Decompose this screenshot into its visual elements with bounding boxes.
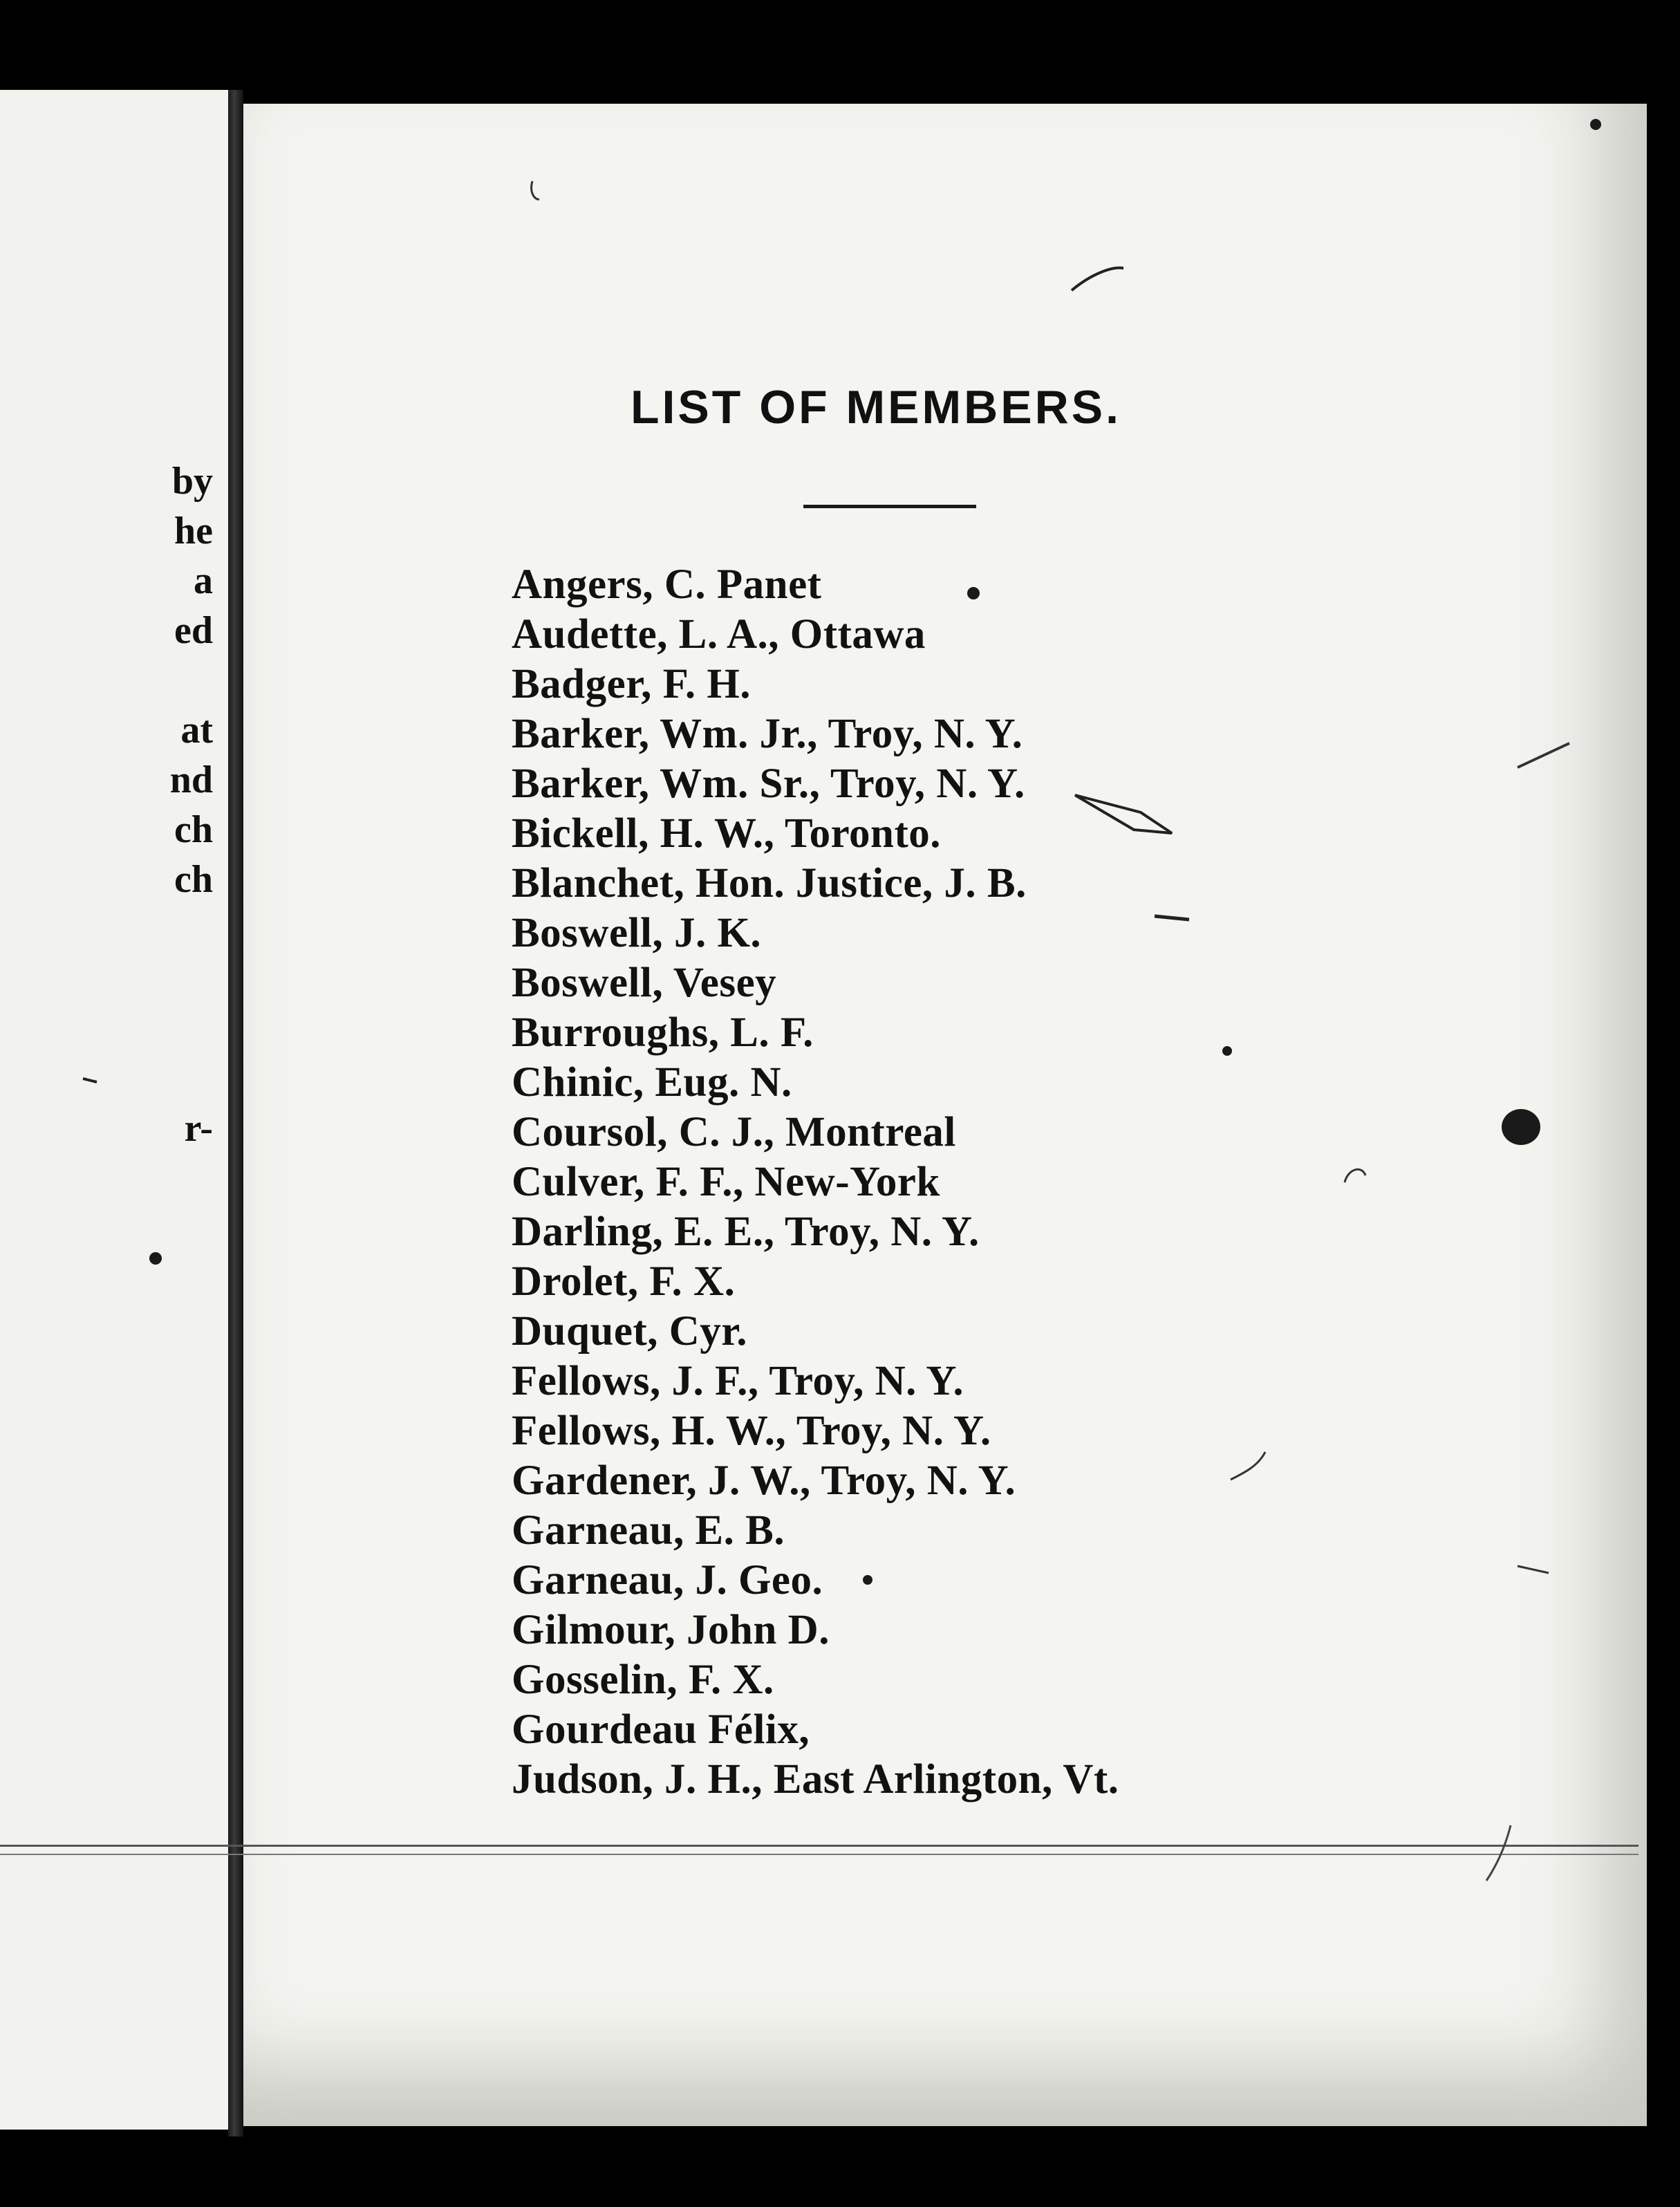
left-fragment-line: r-	[184, 1107, 213, 1150]
member-entry: Burroughs, L. F.	[512, 1009, 814, 1056]
member-entry: Bickell, H. W., Toronto.	[512, 810, 942, 857]
member-entry: Barker, Wm. Sr., Troy, N. Y.	[512, 761, 1025, 807]
left-fragment-line	[170, 1054, 213, 1104]
left-fragment-line	[170, 655, 213, 705]
member-entry: Darling, E. E., Troy, N. Y.	[512, 1209, 980, 1255]
left-fragment-line: a	[194, 559, 213, 602]
left-fragment-line: at	[180, 709, 213, 752]
member-entry: Fellows, H. W., Troy, N. Y.	[512, 1408, 991, 1454]
member-entry: Gourdeau Félix,	[512, 1706, 810, 1753]
member-entry: Fellows, J. F., Troy, N. Y.	[512, 1358, 964, 1404]
member-list	[512, 560, 1119, 1805]
member-entry: Culver, F. F., New-York	[512, 1159, 940, 1205]
left-page-text-fragments	[170, 456, 213, 1153]
member-entry: Badger, F. H.	[512, 661, 752, 707]
left-fragment-line: he	[174, 510, 213, 552]
left-fragment-line: ch	[174, 858, 213, 901]
left-fragment-line	[170, 954, 213, 1004]
left-fragment-line: ed	[174, 609, 213, 652]
left-fragment-line	[170, 904, 213, 954]
member-entry: Gilmour, John D.	[512, 1607, 830, 1653]
member-entry: Coursol, C. J., Montreal	[512, 1109, 956, 1155]
member-entry: Boswell, Vesey	[512, 960, 777, 1006]
left-fragment-line: nd	[169, 758, 213, 801]
member-entry: Gardener, J. W., Troy, N. Y.	[512, 1458, 1016, 1504]
member-entry: Judson, J. H., East Arlington, Vt.	[512, 1756, 1119, 1803]
bottom-double-rule	[0, 1845, 1639, 1855]
member-entry: Barker, Wm. Jr., Troy, N. Y.	[512, 711, 1023, 757]
page-title: LIST OF MEMBERS.	[631, 381, 1121, 434]
left-fragment-line: by	[171, 460, 213, 503]
member-entry: Audette, L. A., Ottawa	[512, 611, 926, 658]
member-entry: Boswell, J. K.	[512, 910, 762, 956]
member-entry: Angers, C. Panet	[512, 561, 822, 608]
member-entry: Garneau, E. B.	[512, 1507, 785, 1554]
book-gutter	[228, 90, 243, 2136]
member-entry: Gosselin, F. X.	[512, 1657, 774, 1703]
member-entry: Duquet, Cyr.	[512, 1308, 747, 1354]
left-fragment-line	[170, 1004, 213, 1054]
member-entry: Blanchet, Hon. Justice, J. B.	[512, 860, 1027, 906]
left-fragment-line: ch	[174, 808, 213, 851]
member-entry: Garneau, J. Geo.	[512, 1557, 823, 1603]
member-entry: Chinic, Eug. N.	[512, 1059, 792, 1106]
title-rule	[803, 505, 976, 508]
right-page	[243, 104, 1647, 2126]
member-entry: Drolet, F. X.	[512, 1258, 736, 1305]
left-page-fragment	[0, 90, 228, 2130]
